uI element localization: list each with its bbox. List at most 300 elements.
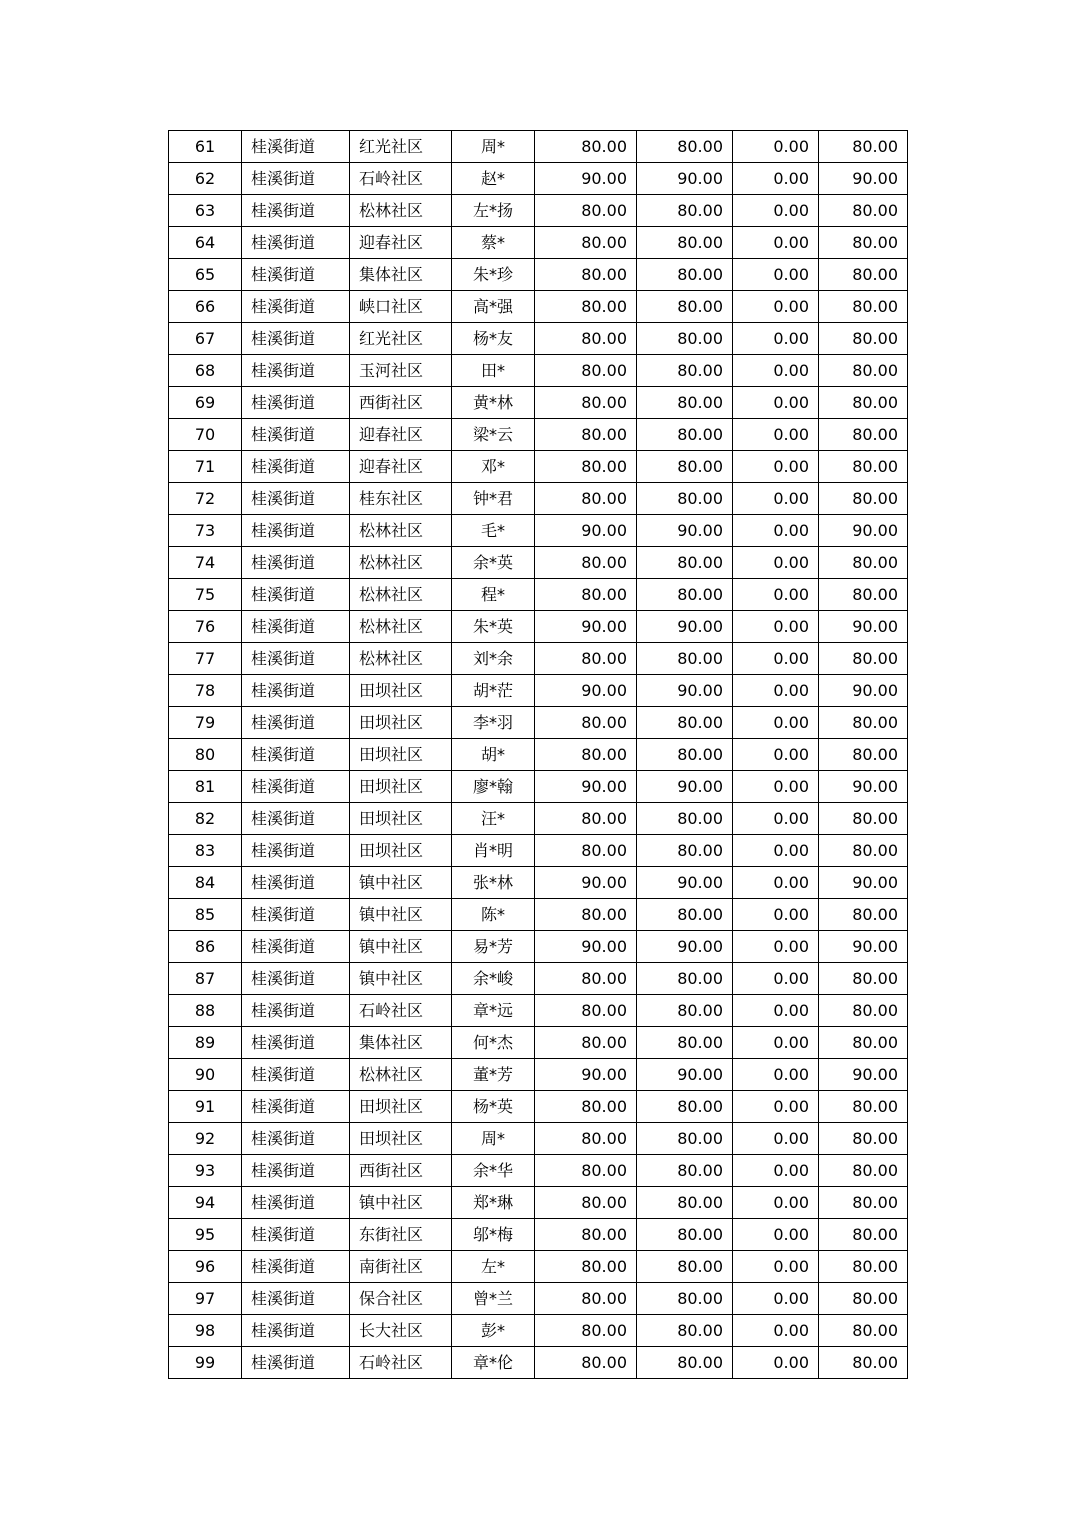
amount-cell-3: 0.00 (733, 1059, 819, 1091)
community-cell: 玉河社区 (350, 355, 452, 387)
community-cell: 峡口社区 (350, 291, 452, 323)
amount-cell-4: 80.00 (819, 1027, 908, 1059)
street-cell: 桂溪街道 (242, 323, 350, 355)
amount-cell-4: 80.00 (819, 835, 908, 867)
street-cell: 桂溪街道 (242, 419, 350, 451)
person-name-cell: 杨*英 (452, 1091, 535, 1123)
community-cell: 镇中社区 (350, 931, 452, 963)
amount-cell-3: 0.00 (733, 1347, 819, 1379)
row-number-cell: 64 (169, 227, 242, 259)
amount-cell-1: 80.00 (535, 1027, 637, 1059)
street-cell: 桂溪街道 (242, 547, 350, 579)
community-cell: 镇中社区 (350, 963, 452, 995)
row-number-cell: 73 (169, 515, 242, 547)
table-row (169, 675, 908, 707)
amount-cell-2: 90.00 (637, 515, 733, 547)
amount-cell-1: 80.00 (535, 899, 637, 931)
amount-cell-3: 0.00 (733, 675, 819, 707)
amount-cell-4: 90.00 (819, 163, 908, 195)
amount-cell-3: 0.00 (733, 515, 819, 547)
community-cell: 红光社区 (350, 131, 452, 163)
row-number-cell: 78 (169, 675, 242, 707)
person-name-cell: 郑*琳 (452, 1187, 535, 1219)
amount-cell-4: 80.00 (819, 131, 908, 163)
table-row (169, 1187, 908, 1219)
amount-cell-4: 80.00 (819, 419, 908, 451)
amount-cell-4: 90.00 (819, 675, 908, 707)
row-number-cell: 89 (169, 1027, 242, 1059)
person-name-cell: 梁*云 (452, 419, 535, 451)
person-name-cell: 赵* (452, 163, 535, 195)
person-name-cell: 胡*茫 (452, 675, 535, 707)
row-number-cell: 77 (169, 643, 242, 675)
street-cell: 桂溪街道 (242, 707, 350, 739)
person-name-cell: 张*林 (452, 867, 535, 899)
table-row (169, 611, 908, 643)
amount-cell-4: 80.00 (819, 1219, 908, 1251)
person-name-cell: 邓* (452, 451, 535, 483)
street-cell: 桂溪街道 (242, 1027, 350, 1059)
amount-cell-1: 90.00 (535, 675, 637, 707)
table-row (169, 867, 908, 899)
table-row (169, 643, 908, 675)
person-name-cell: 余*华 (452, 1155, 535, 1187)
person-name-cell: 邬*梅 (452, 1219, 535, 1251)
amount-cell-4: 80.00 (819, 643, 908, 675)
amount-cell-2: 80.00 (637, 227, 733, 259)
row-number-cell: 86 (169, 931, 242, 963)
person-name-cell: 黄*林 (452, 387, 535, 419)
row-number-cell: 68 (169, 355, 242, 387)
person-name-cell: 高*强 (452, 291, 535, 323)
person-name-cell: 彭* (452, 1315, 535, 1347)
community-cell: 保合社区 (350, 1283, 452, 1315)
row-number-cell: 85 (169, 899, 242, 931)
amount-cell-2: 80.00 (637, 323, 733, 355)
street-cell: 桂溪街道 (242, 163, 350, 195)
street-cell: 桂溪街道 (242, 387, 350, 419)
amount-cell-2: 80.00 (637, 707, 733, 739)
person-name-cell: 胡* (452, 739, 535, 771)
row-number-cell: 91 (169, 1091, 242, 1123)
amount-cell-2: 80.00 (637, 1155, 733, 1187)
amount-cell-4: 80.00 (819, 323, 908, 355)
amount-cell-3: 0.00 (733, 291, 819, 323)
amount-cell-1: 80.00 (535, 1251, 637, 1283)
amount-cell-1: 80.00 (535, 579, 637, 611)
street-cell: 桂溪街道 (242, 451, 350, 483)
amount-cell-3: 0.00 (733, 483, 819, 515)
amount-cell-3: 0.00 (733, 643, 819, 675)
street-cell: 桂溪街道 (242, 1315, 350, 1347)
community-cell: 田坝社区 (350, 835, 452, 867)
amount-cell-1: 80.00 (535, 227, 637, 259)
table-row (169, 1155, 908, 1187)
amount-cell-1: 80.00 (535, 451, 637, 483)
person-name-cell: 刘*余 (452, 643, 535, 675)
amount-cell-1: 80.00 (535, 131, 637, 163)
table-row (169, 291, 908, 323)
table-row (169, 451, 908, 483)
amount-cell-2: 90.00 (637, 1059, 733, 1091)
amount-cell-1: 80.00 (535, 1219, 637, 1251)
amount-cell-3: 0.00 (733, 867, 819, 899)
amount-cell-1: 90.00 (535, 771, 637, 803)
row-number-cell: 92 (169, 1123, 242, 1155)
amount-cell-4: 90.00 (819, 867, 908, 899)
amount-cell-2: 80.00 (637, 1123, 733, 1155)
table-row (169, 131, 908, 163)
row-number-cell: 82 (169, 803, 242, 835)
community-cell: 田坝社区 (350, 675, 452, 707)
table-row (169, 931, 908, 963)
amount-cell-2: 80.00 (637, 643, 733, 675)
table-row (169, 1251, 908, 1283)
street-cell: 桂溪街道 (242, 803, 350, 835)
community-cell: 镇中社区 (350, 1187, 452, 1219)
table-row (169, 1315, 908, 1347)
person-name-cell: 朱*珍 (452, 259, 535, 291)
row-number-cell: 93 (169, 1155, 242, 1187)
community-cell: 松林社区 (350, 643, 452, 675)
street-cell: 桂溪街道 (242, 771, 350, 803)
street-cell: 桂溪街道 (242, 675, 350, 707)
amount-cell-2: 80.00 (637, 739, 733, 771)
community-cell: 松林社区 (350, 611, 452, 643)
amount-cell-3: 0.00 (733, 1219, 819, 1251)
street-cell: 桂溪街道 (242, 259, 350, 291)
table-row (169, 579, 908, 611)
person-name-cell: 廖*翰 (452, 771, 535, 803)
street-cell: 桂溪街道 (242, 1091, 350, 1123)
community-cell: 田坝社区 (350, 803, 452, 835)
row-number-cell: 79 (169, 707, 242, 739)
community-cell: 西街社区 (350, 387, 452, 419)
community-cell: 西街社区 (350, 1155, 452, 1187)
amount-cell-4: 90.00 (819, 771, 908, 803)
row-number-cell: 75 (169, 579, 242, 611)
community-cell: 迎春社区 (350, 419, 452, 451)
amount-cell-1: 80.00 (535, 387, 637, 419)
amount-cell-2: 80.00 (637, 899, 733, 931)
amount-cell-4: 80.00 (819, 195, 908, 227)
amount-cell-4: 80.00 (819, 483, 908, 515)
amount-cell-3: 0.00 (733, 803, 819, 835)
row-number-cell: 88 (169, 995, 242, 1027)
row-number-cell: 94 (169, 1187, 242, 1219)
person-name-cell: 章*伦 (452, 1347, 535, 1379)
amount-cell-3: 0.00 (733, 771, 819, 803)
row-number-cell: 74 (169, 547, 242, 579)
amount-cell-2: 90.00 (637, 771, 733, 803)
community-cell: 集体社区 (350, 1027, 452, 1059)
amount-cell-4: 80.00 (819, 259, 908, 291)
community-cell: 田坝社区 (350, 739, 452, 771)
street-cell: 桂溪街道 (242, 1123, 350, 1155)
person-name-cell: 杨*友 (452, 323, 535, 355)
amount-cell-3: 0.00 (733, 1155, 819, 1187)
row-number-cell: 98 (169, 1315, 242, 1347)
amount-cell-4: 80.00 (819, 1123, 908, 1155)
person-name-cell: 章*远 (452, 995, 535, 1027)
street-cell: 桂溪街道 (242, 227, 350, 259)
amount-cell-1: 90.00 (535, 163, 637, 195)
person-name-cell: 李*羽 (452, 707, 535, 739)
person-name-cell: 肖*明 (452, 835, 535, 867)
table-row (169, 419, 908, 451)
amount-cell-4: 80.00 (819, 739, 908, 771)
amount-cell-1: 90.00 (535, 611, 637, 643)
amount-cell-2: 80.00 (637, 1283, 733, 1315)
row-number-cell: 71 (169, 451, 242, 483)
amount-cell-4: 80.00 (819, 1347, 908, 1379)
row-number-cell: 99 (169, 1347, 242, 1379)
street-cell: 桂溪街道 (242, 931, 350, 963)
table-row (169, 899, 908, 931)
amount-cell-3: 0.00 (733, 547, 819, 579)
row-number-cell: 96 (169, 1251, 242, 1283)
table-row (169, 963, 908, 995)
amount-cell-1: 80.00 (535, 963, 637, 995)
amount-cell-4: 80.00 (819, 1155, 908, 1187)
amount-cell-4: 90.00 (819, 931, 908, 963)
amount-cell-2: 80.00 (637, 1027, 733, 1059)
street-cell: 桂溪街道 (242, 1155, 350, 1187)
community-cell: 镇中社区 (350, 867, 452, 899)
community-cell: 桂东社区 (350, 483, 452, 515)
amount-cell-2: 80.00 (637, 963, 733, 995)
table-row (169, 1027, 908, 1059)
community-cell: 松林社区 (350, 547, 452, 579)
amount-cell-3: 0.00 (733, 387, 819, 419)
amount-cell-4: 80.00 (819, 387, 908, 419)
amount-cell-2: 80.00 (637, 419, 733, 451)
table-row (169, 1347, 908, 1379)
row-number-cell: 97 (169, 1283, 242, 1315)
amount-cell-3: 0.00 (733, 1027, 819, 1059)
street-cell: 桂溪街道 (242, 579, 350, 611)
community-cell: 集体社区 (350, 259, 452, 291)
amount-cell-1: 80.00 (535, 323, 637, 355)
amount-cell-2: 80.00 (637, 291, 733, 323)
street-cell: 桂溪街道 (242, 963, 350, 995)
street-cell: 桂溪街道 (242, 515, 350, 547)
street-cell: 桂溪街道 (242, 291, 350, 323)
amount-cell-1: 80.00 (535, 547, 637, 579)
amount-cell-2: 80.00 (637, 451, 733, 483)
amount-cell-2: 80.00 (637, 547, 733, 579)
amount-cell-4: 80.00 (819, 963, 908, 995)
street-cell: 桂溪街道 (242, 483, 350, 515)
amount-cell-3: 0.00 (733, 611, 819, 643)
amount-cell-1: 80.00 (535, 995, 637, 1027)
amount-cell-3: 0.00 (733, 323, 819, 355)
table-row (169, 547, 908, 579)
amount-cell-2: 80.00 (637, 259, 733, 291)
street-cell: 桂溪街道 (242, 1251, 350, 1283)
table-row (169, 1059, 908, 1091)
amount-cell-1: 80.00 (535, 291, 637, 323)
amount-cell-3: 0.00 (733, 1251, 819, 1283)
community-cell: 田坝社区 (350, 771, 452, 803)
amount-cell-1: 90.00 (535, 867, 637, 899)
person-name-cell: 汪* (452, 803, 535, 835)
amount-cell-4: 90.00 (819, 1059, 908, 1091)
amount-cell-2: 90.00 (637, 867, 733, 899)
amount-cell-2: 80.00 (637, 483, 733, 515)
amount-cell-2: 80.00 (637, 995, 733, 1027)
person-name-cell: 钟*君 (452, 483, 535, 515)
amount-cell-2: 80.00 (637, 355, 733, 387)
row-number-cell: 81 (169, 771, 242, 803)
amount-cell-1: 80.00 (535, 195, 637, 227)
amount-cell-1: 80.00 (535, 707, 637, 739)
amount-cell-3: 0.00 (733, 1315, 819, 1347)
table-row (169, 163, 908, 195)
table-row (169, 387, 908, 419)
person-name-cell: 朱*英 (452, 611, 535, 643)
amount-cell-4: 80.00 (819, 227, 908, 259)
amount-cell-4: 80.00 (819, 579, 908, 611)
amount-cell-2: 80.00 (637, 803, 733, 835)
street-cell: 桂溪街道 (242, 1219, 350, 1251)
row-number-cell: 67 (169, 323, 242, 355)
amount-cell-3: 0.00 (733, 1283, 819, 1315)
row-number-cell: 76 (169, 611, 242, 643)
person-name-cell: 何*杰 (452, 1027, 535, 1059)
street-cell: 桂溪街道 (242, 1187, 350, 1219)
amount-cell-1: 80.00 (535, 739, 637, 771)
row-number-cell: 83 (169, 835, 242, 867)
amount-cell-3: 0.00 (733, 707, 819, 739)
amount-cell-2: 80.00 (637, 1347, 733, 1379)
street-cell: 桂溪街道 (242, 739, 350, 771)
street-cell: 桂溪街道 (242, 355, 350, 387)
street-cell: 桂溪街道 (242, 867, 350, 899)
amount-cell-1: 80.00 (535, 1315, 637, 1347)
street-cell: 桂溪街道 (242, 1283, 350, 1315)
amount-cell-3: 0.00 (733, 227, 819, 259)
community-cell: 松林社区 (350, 515, 452, 547)
row-number-cell: 90 (169, 1059, 242, 1091)
amount-cell-3: 0.00 (733, 451, 819, 483)
person-name-cell: 左* (452, 1251, 535, 1283)
person-name-cell: 陈* (452, 899, 535, 931)
amount-cell-2: 90.00 (637, 163, 733, 195)
row-number-cell: 63 (169, 195, 242, 227)
amount-cell-1: 80.00 (535, 259, 637, 291)
amount-cell-1: 80.00 (535, 1091, 637, 1123)
amount-cell-3: 0.00 (733, 1123, 819, 1155)
row-number-cell: 62 (169, 163, 242, 195)
amount-cell-4: 80.00 (819, 1251, 908, 1283)
row-number-cell: 65 (169, 259, 242, 291)
amount-cell-3: 0.00 (733, 259, 819, 291)
amount-cell-3: 0.00 (733, 739, 819, 771)
community-cell: 田坝社区 (350, 1091, 452, 1123)
amount-cell-3: 0.00 (733, 995, 819, 1027)
row-number-cell: 80 (169, 739, 242, 771)
community-cell: 红光社区 (350, 323, 452, 355)
table-row (169, 227, 908, 259)
amount-cell-2: 90.00 (637, 675, 733, 707)
amount-cell-4: 90.00 (819, 611, 908, 643)
street-cell: 桂溪街道 (242, 835, 350, 867)
amount-cell-1: 80.00 (535, 803, 637, 835)
amount-cell-2: 80.00 (637, 835, 733, 867)
amount-cell-4: 90.00 (819, 515, 908, 547)
amount-cell-4: 80.00 (819, 707, 908, 739)
table-row (169, 995, 908, 1027)
amount-cell-2: 80.00 (637, 131, 733, 163)
row-number-cell: 66 (169, 291, 242, 323)
person-name-cell: 董*芳 (452, 1059, 535, 1091)
amount-cell-3: 0.00 (733, 963, 819, 995)
amount-cell-3: 0.00 (733, 835, 819, 867)
amount-cell-3: 0.00 (733, 163, 819, 195)
person-name-cell: 蔡* (452, 227, 535, 259)
person-name-cell: 田* (452, 355, 535, 387)
amount-cell-1: 80.00 (535, 1283, 637, 1315)
street-cell: 桂溪街道 (242, 1059, 350, 1091)
amount-cell-2: 80.00 (637, 1219, 733, 1251)
amount-cell-1: 90.00 (535, 515, 637, 547)
table-body (169, 131, 908, 1379)
row-number-cell: 95 (169, 1219, 242, 1251)
amount-cell-3: 0.00 (733, 355, 819, 387)
amount-cell-1: 90.00 (535, 1059, 637, 1091)
street-cell: 桂溪街道 (242, 611, 350, 643)
community-cell: 镇中社区 (350, 899, 452, 931)
community-cell: 东街社区 (350, 1219, 452, 1251)
person-name-cell: 余*峻 (452, 963, 535, 995)
person-name-cell: 周* (452, 131, 535, 163)
amount-cell-4: 80.00 (819, 1315, 908, 1347)
person-name-cell: 周* (452, 1123, 535, 1155)
table-row (169, 195, 908, 227)
community-cell: 迎春社区 (350, 451, 452, 483)
amount-cell-3: 0.00 (733, 1187, 819, 1219)
amount-cell-1: 80.00 (535, 1123, 637, 1155)
amount-cell-3: 0.00 (733, 931, 819, 963)
person-name-cell: 左*扬 (452, 195, 535, 227)
community-cell: 松林社区 (350, 579, 452, 611)
amount-cell-1: 80.00 (535, 1187, 637, 1219)
amount-cell-4: 80.00 (819, 1283, 908, 1315)
community-cell: 迎春社区 (350, 227, 452, 259)
amount-cell-1: 80.00 (535, 1347, 637, 1379)
row-number-cell: 61 (169, 131, 242, 163)
community-cell: 田坝社区 (350, 707, 452, 739)
amount-cell-2: 80.00 (637, 1091, 733, 1123)
amount-cell-2: 80.00 (637, 1187, 733, 1219)
amount-cell-4: 80.00 (819, 547, 908, 579)
table-row (169, 803, 908, 835)
street-cell: 桂溪街道 (242, 995, 350, 1027)
amount-cell-3: 0.00 (733, 579, 819, 611)
street-cell: 桂溪街道 (242, 195, 350, 227)
street-cell: 桂溪街道 (242, 131, 350, 163)
community-cell: 石岭社区 (350, 163, 452, 195)
amount-cell-1: 80.00 (535, 355, 637, 387)
amount-cell-3: 0.00 (733, 131, 819, 163)
community-cell: 长大社区 (350, 1315, 452, 1347)
community-cell: 石岭社区 (350, 1347, 452, 1379)
community-cell: 松林社区 (350, 1059, 452, 1091)
amount-cell-4: 80.00 (819, 899, 908, 931)
table-row (169, 1123, 908, 1155)
amount-cell-2: 80.00 (637, 579, 733, 611)
